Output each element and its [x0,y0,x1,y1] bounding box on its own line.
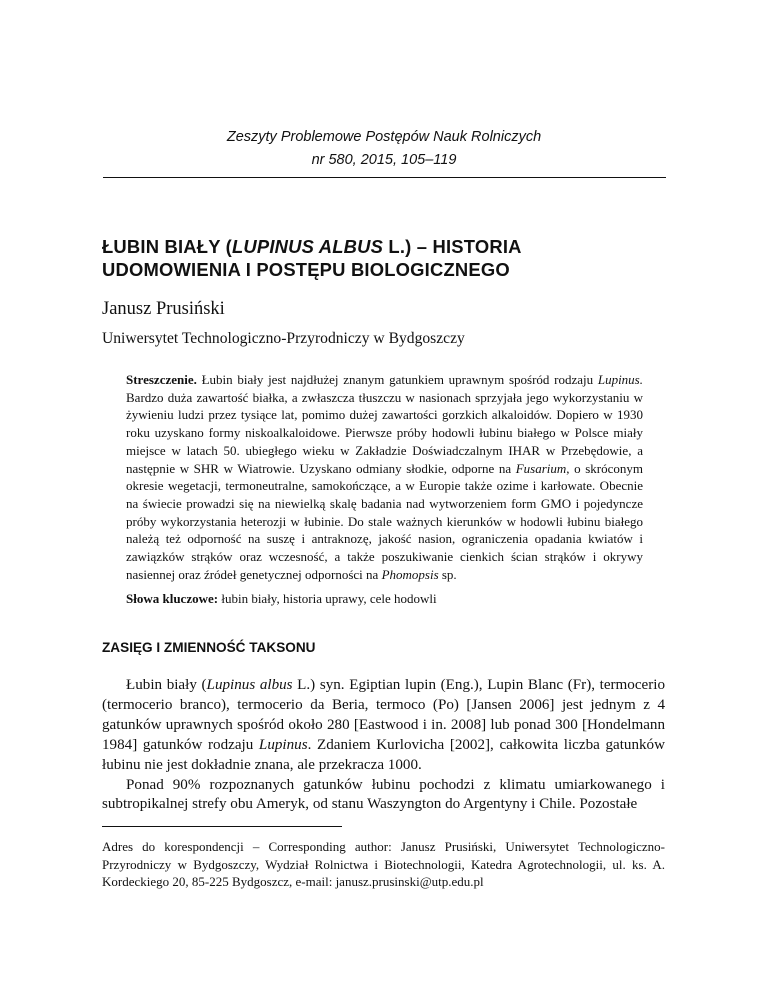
paragraph: Ponad 90% rozpoznanych gatunków łubinu pochodzi z klimatu umiarkowanego i subtropikalnej strefy obu Ameryk, od stanu Waszyngton do Argentyny i Chile. Pozostałe [102,776,665,813]
journal-name: Zeszyty Problemowe Postępów Nauk Rolniczych [226,129,542,145]
author-affiliation: Uniwersytet Technologiczno-Przyrodniczy w Bydgoszczy [102,330,465,347]
footnote: Adres do korespondencji – Corresponding author: Janusz Prusiński, Uniwersytet Technologiczno-Przyrodniczy w Bydgoszczy, Wydział Rolnictwa i Biotechnologii, Katedra Agrotechnologii, ul. ks. A. Kordeckiego 20, 85-225 Bydgoszcz, e-mail: janusz.prusinski@utp.edu.pl [102,839,665,890]
abstract-label: Streszczenie. [126,372,197,387]
paragraph: Łubin biały (Lupinus albus L.) syn. Egiptian lupin (Eng.), Lupin Blanc (Fr), termocerio (termocerio branco), termocerio da Beria, termoco (Po) [Jansen 2006] jest jednym z 4 gatunków uprawnych spośród około 280 [Eastwood i in. 2008] lub ponad 300 [Hondelmann 1984] gatunków rodzaju Lupinus. Zdaniem Kurlovicha [2002], całkowita liczba gatunków łubinu nie jest dokładnie znana, ale przekracza 1000. [102,677,665,773]
footnote-rule [102,826,342,827]
header-rule [103,177,666,178]
section-heading: ZASIĘG I ZMIENNOŚĆ TAKSONU [102,640,316,655]
body-text [102,676,665,815]
journal-issue: nr 580, 2015, 105–119 [311,152,457,168]
author-name: Janusz Prusiński [102,299,225,319]
keywords-label: Słowa kluczowe: [126,591,219,606]
title-line-2: UDOMOWIENIA I POSTĘPU BIOLOGICZNEGO [102,259,510,280]
title-line-1: ŁUBIN BIAŁY (LUPINUS ALBUS L.) – HISTORIA [102,236,522,257]
article-title [102,235,682,281]
abstract: Streszczenie. Łubin biały jest najdłużej znanym gatunkiem uprawnym spośród rodzaju Lupinus. Bardzo duża zawartość białka, a zwłaszcza tłuszczu w nasionach sprzyjała jego wykorzystaniu w żywieniu ludzi przez tysiące lat, pomimo dużej zawartości gorzkich alkaloidów. Dopiero w 1930 roku uzyskano formy niskoalkaloidowe. Pierwsze próby hodowli łubinu białego w Polsce miały miejsce w latach 50. ubiegłego wieku w Zakładzie Doświadczalnym IHAR w Przebędowie, a następnie w SHR w Wiatrowie. Uzyskano odmiany słodkie, odporne na Fusarium, o skróconym okresie wegetacji, termoneutralne, samokończące, a w Europie także ozime i karłowate. Obecnie na świecie prowadzi się na niewielką skalę badania nad wytworzeniem form GMO i pojedyncze próby wykorzystania heterozji w łubinie. Do stale ważnych kierunków w hodowli łubinu białego należą też odporność na suszę i antraknozę, jakość nasion, ograniczenia opadania kwiatów i zawiązków strąków oraz wczesność, a także poszukiwanie cienkich ścian strąków i okrywy nasiennej oraz źródeł genetycznej odporności na Phomopsis sp. [126,372,643,582]
keywords: Słowa kluczowe: łubin biały, historia uprawy, cele hodowli [126,591,437,606]
